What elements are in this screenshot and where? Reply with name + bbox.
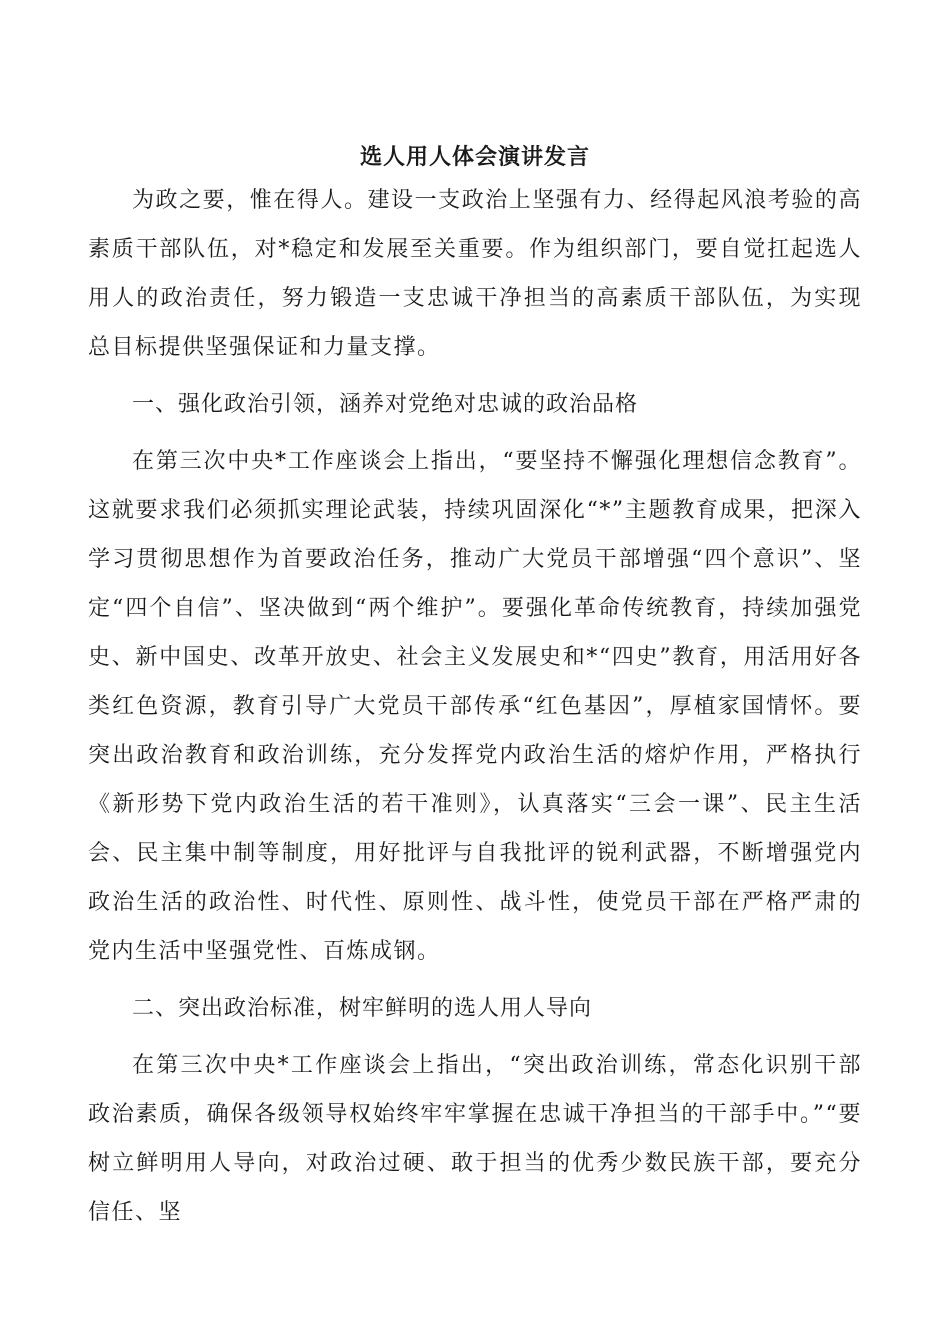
document-title: 选人用人体会演讲发言: [359, 145, 590, 170]
paragraph-gap: [88, 976, 862, 984]
section-2-paragraph: 在第三次中央*工作座谈会上指出，“突出政治训练，常态化识别干部政治素质，确保各级领导权始终牢牢掌握在忠诚干净担当的干部手中。”“要树立鲜明用人导向，对政治过硬、敢于担当的优秀少数民族干部，要充分信任、坚: [88, 1053, 862, 1225]
paragraph-gap: [88, 1033, 862, 1041]
paragraph-gap: [88, 429, 862, 437]
section-heading-1: 一、强化政治引领，涵养对党绝对忠诚的政治品格: [132, 392, 639, 417]
paragraph-gap: [88, 372, 862, 380]
document-body: [88, 176, 862, 1237]
section-heading-2: 二、突出政治标准，树牢鲜明的选人用人导向: [132, 996, 593, 1021]
section-1-paragraph: 在第三次中央*工作座谈会上指出，“要坚持不懈强化理想信念教育”。这就要求我们必须抓实理论武装，持续巩固深化“*”主题教育成果，把深入学习贯彻思想作为首要政治任务，推动广大党员干部增强“四个意识”、坚定“四个自信”、坚决做到“两个维护”。要强化革命传统教育，持续加强党史、新中国史、改革开放史、社会主义发展史和*“四史”教育，用活用好各类红色资源，教育引导广大党员干部传承“红色基因”，厚植家国情怀。要突出政治教育和政治训练，充分发挥党内政治生活的熔炉作用，严格执行《新形势下党内政治生活的若干准则》，认真落实“三会一课”、民主生活会、民主集中制等制度，用好批评与自我批评的锐利武器，不断增强党内政治生活的政治性、时代性、原则性、战斗性，使党员干部在严格严肃的党内生活中坚强党性、百炼成钢。: [88, 449, 862, 964]
intro-paragraph: 为政之要，惟在得人。建设一支政治上坚强有力、经得起风浪考验的高素质干部队伍，对*稳定和发展至关重要。作为组织部门，要自觉扛起选人用人的政治责任，努力锻造一支忠诚干净担当的高素质干部队伍，为实现总目标提供坚强保证和力量支撑。: [88, 188, 862, 360]
